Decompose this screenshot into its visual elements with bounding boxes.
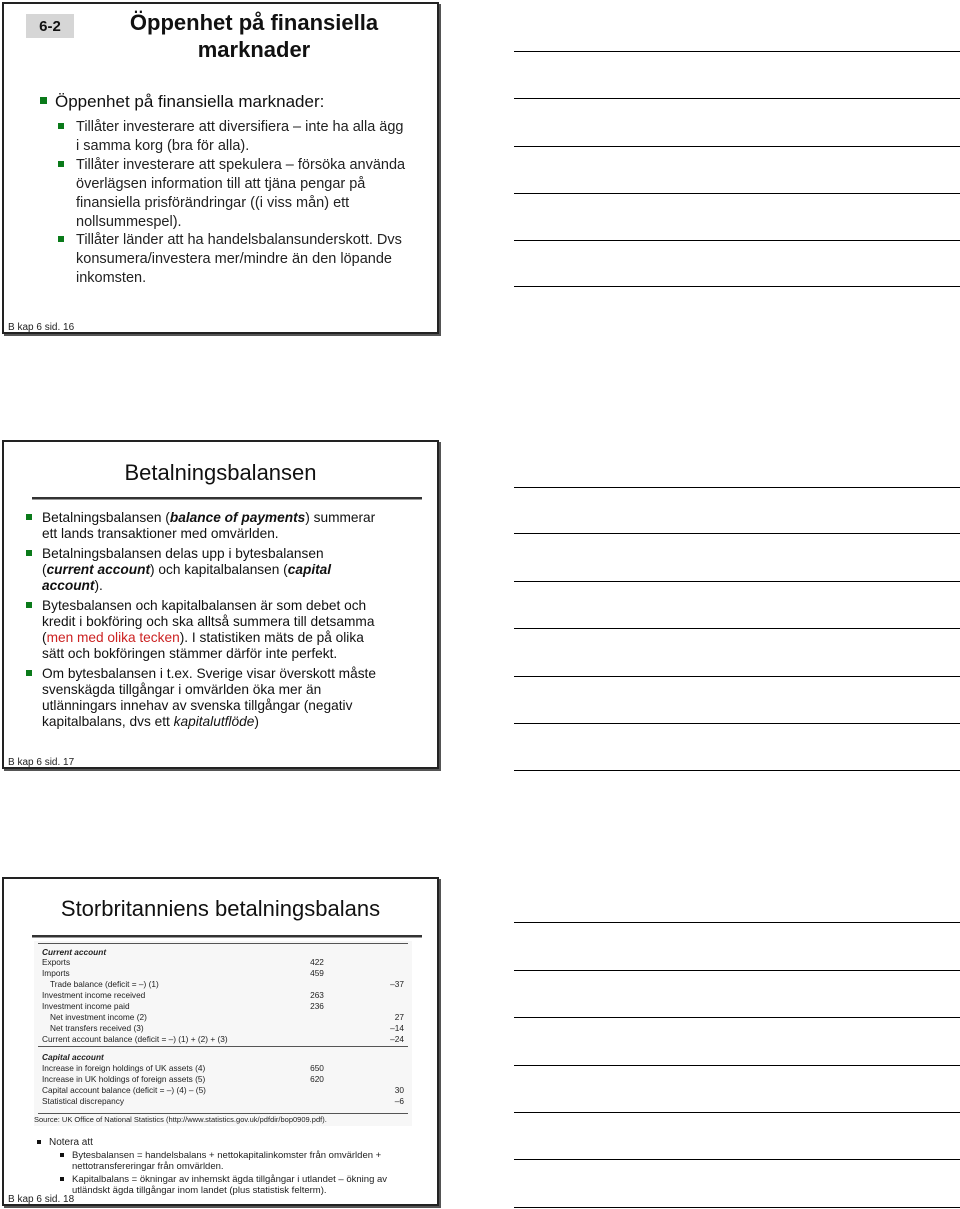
bullet-debit-credit: Bytesbalansen och kapitalbalansen är som debet och kredit i bokföring och ska alltså summera till detsamma (men med olika tecken). I statistiken mäts de på olika sätt och bokföringen stämmer därför inte perfekt.: [26, 598, 416, 662]
row-value: 422: [310, 957, 324, 967]
row-value: 236: [310, 1001, 324, 1011]
slide-footer: B kap 6 sid. 17: [8, 757, 75, 768]
bullet-square-icon: [26, 550, 32, 556]
slide-footer: B kap 6 sid. 18: [8, 1194, 75, 1205]
row-label: Net transfers received (3): [50, 1023, 144, 1033]
table-row: [34, 990, 412, 1001]
row-balance: –24: [390, 1034, 404, 1044]
bullet-square-icon: [26, 670, 32, 676]
row-value: 620: [310, 1074, 324, 1084]
table-row: [34, 1085, 412, 1096]
table-source: Source: UK Office of National Statistics (http://www.statistics.gov.uk/pdfdir/bop0909.pdf).: [34, 1115, 327, 1124]
main-bullet: Öppenhet på finansiella marknader:: [40, 92, 324, 112]
note-line: [514, 193, 960, 194]
bullet-square-icon: [60, 1177, 64, 1181]
table-row: [34, 957, 412, 968]
note-line: [514, 922, 960, 923]
note-line: [514, 628, 960, 629]
table-row: [34, 1001, 412, 1012]
note-line: [514, 723, 960, 724]
note-capital-account: Kapitalbalans = ökningar av inhemskt ägda tillgångar i utlandet – ökning av utländskt ägda tillgångar inom landet (plus statistisk felterm).: [72, 1174, 387, 1196]
row-value: 263: [310, 990, 324, 1000]
note-line: [514, 1112, 960, 1113]
row-balance: –37: [390, 979, 404, 989]
bullet-square-icon: [26, 514, 32, 520]
note-current-account: Bytesbalansen = handelsbalans + nettokapitalinkomster från omvärlden + nettotransfereringar från omvärlden.: [72, 1150, 381, 1172]
row-balance: 27: [394, 1012, 404, 1022]
table-rule: [38, 943, 408, 944]
row-label: Exports: [42, 957, 71, 967]
uk-balance-table: [34, 941, 412, 1126]
row-balance: 30: [394, 1085, 404, 1095]
row-label: Current account balance (deficit = –) (1) + (2) + (3): [42, 1034, 228, 1044]
note-line: [514, 1065, 960, 1066]
note-heading: Notera att: [49, 1137, 93, 1148]
note-line: [514, 240, 960, 241]
row-label: Trade balance (deficit = –) (1): [50, 979, 159, 989]
note-line: [514, 676, 960, 677]
sub-bullet-trade-deficit: Tillåter länder att ha handelsbalansunderskott. Dvs konsumera/investera mer/mindre än den löpande inkomsten.: [62, 231, 402, 288]
table-row: [34, 979, 412, 990]
table-row: [34, 1012, 412, 1023]
row-value: 650: [310, 1063, 324, 1073]
note-line: [514, 98, 960, 99]
note-line: [514, 970, 960, 971]
table-section-header: Capital account: [42, 1052, 104, 1062]
note-line: [514, 1159, 960, 1160]
note-line: [514, 1207, 960, 1208]
row-label: Imports: [42, 968, 70, 978]
slide-title: Betalningsbalansen: [124, 460, 317, 485]
slide-number-badge: 6-2: [26, 14, 74, 38]
bullet-square-icon: [58, 236, 64, 242]
slide-footer: B kap 6 sid. 16: [8, 322, 75, 333]
table-row: [34, 1063, 412, 1074]
bullet-square-icon: [40, 97, 47, 104]
note-line: [514, 487, 960, 488]
table-section-header: Current account: [42, 947, 107, 957]
table-row: [34, 968, 412, 979]
note-line: [514, 770, 960, 771]
note-line: [514, 286, 960, 287]
row-balance: –6: [394, 1096, 404, 1106]
slide-6-2: [2, 2, 439, 334]
bullet-sweden-example: Om bytesbalansen i t.ex. Sverige visar överskott måste svenskägda tillgångar i omvärlden öka mer än utlänningars innehav av svenska tillgångar (negativ kapitalbalans, dvs ett kapitalutflöde): [26, 666, 416, 730]
row-label: Net investment income (2): [50, 1012, 147, 1022]
bullet-square-icon: [58, 161, 64, 167]
row-label: Investment income received: [42, 990, 146, 1000]
row-label: Capital account balance (deficit = –) (4) – (5): [42, 1085, 206, 1095]
slide-title: Öppenhet på finansiella marknader: [129, 10, 379, 62]
bullet-balance-of-payments: Betalningsbalansen (balance of payments) summerar ett lands transaktioner med omvärlden.: [26, 510, 416, 542]
table-rule: [38, 1113, 408, 1114]
note-line: [514, 581, 960, 582]
bullet-square-icon: [37, 1140, 41, 1144]
note-line: [514, 533, 960, 534]
table-row: [34, 1023, 412, 1034]
slide-betalningsbalansen: [2, 440, 439, 769]
row-label: Statistical discrepancy: [42, 1096, 125, 1106]
bullet-current-capital: Betalningsbalansen delas upp i bytesbalansen (current account) och kapitalbalansen (capital account).: [26, 546, 416, 594]
bullet-square-icon: [26, 602, 32, 608]
table-row: [34, 1096, 412, 1107]
row-balance: –14: [390, 1023, 404, 1033]
slide-title: Storbritanniens betalningsbalans: [60, 896, 381, 921]
row-label: Increase in UK holdings of foreign assets (5): [42, 1074, 206, 1084]
table-row: [34, 1074, 412, 1085]
row-label: Investment income paid: [42, 1001, 130, 1011]
table-rule: [38, 1046, 408, 1047]
row-label: Increase in foreign holdings of UK assets (4): [42, 1063, 206, 1073]
bullet-square-icon: [58, 123, 64, 129]
sub-bullet-diversify: Tillåter investerare att diversifiera – inte ha alla ägg i samma korg (bra för alla).: [62, 118, 404, 156]
title-divider: [32, 935, 422, 938]
note-line: [514, 51, 960, 52]
note-line: [514, 1017, 960, 1018]
note-line: [514, 146, 960, 147]
sub-bullet-speculate: Tillåter investerare att spekulera – försöka använda överlägsen information till att tjäna pengar på finansiella prisförändringar ((i viss mån) ett nollsummespel).: [62, 156, 405, 232]
title-divider: [32, 497, 422, 500]
table-row: [34, 1034, 412, 1045]
row-value: 459: [310, 968, 324, 978]
bullet-square-icon: [60, 1153, 64, 1157]
slide-storbritannien: [2, 877, 439, 1206]
